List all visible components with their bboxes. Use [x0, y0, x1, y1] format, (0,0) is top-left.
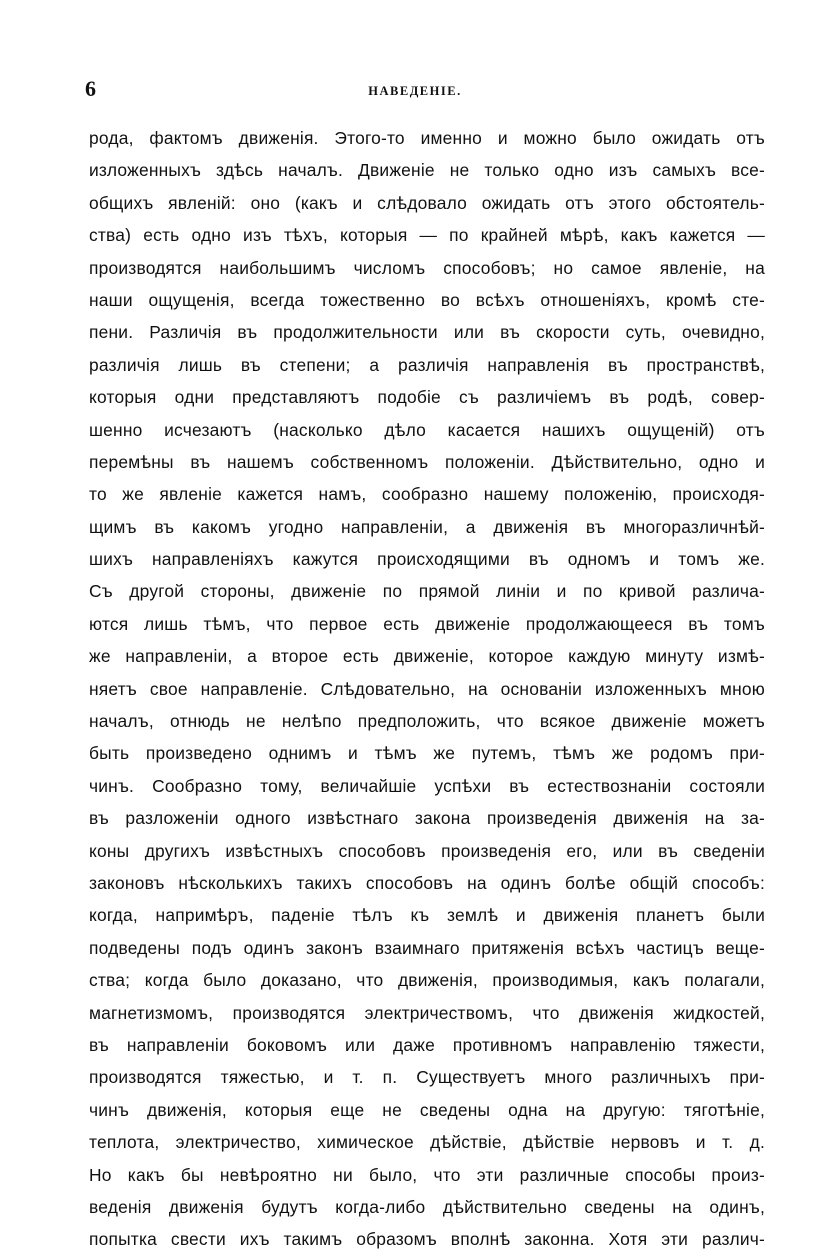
text-line: различія лишь въ степени; а различія направленія въ пространствѣ, — [89, 354, 765, 375]
text-line: няетъ свое направленіе. Слѣдовательно, на основаніи изложенныхъ мною — [89, 678, 765, 699]
text-line: производятся тяжестью, и т. п. Существуетъ много различныхъ при- — [89, 1067, 765, 1088]
text-line: чинъ движенія, которыя еще не сведены одна на другую: тяготѣніе, — [89, 1099, 765, 1120]
text-line: ются лишь тѣмъ, что первое есть движеніе продолжающееся въ томъ — [89, 613, 765, 634]
text-line: коны другихъ извѣстныхъ способовъ произведенія его, или въ сведеніи — [89, 840, 765, 861]
text-line: же направленіи, а второе есть движеніе, которое каждую минуту измѣ- — [89, 646, 765, 667]
text-line: рода, фактомъ движенія. Этого-то именно и можно было ожидать отъ — [89, 128, 765, 148]
body-text — [89, 122, 765, 1256]
text-line: магнетизмомъ, производятся электричествомъ, что движенія жидкостей, — [89, 1002, 765, 1023]
text-line: которыя одни представляютъ подобіе съ различіемъ въ родѣ, совер- — [89, 387, 765, 408]
text-line: то же явленіе кажется намъ, сообразно нашему положенію, происходя- — [89, 484, 765, 505]
text-line: когда, напримѣръ, паденіе тѣлъ къ землѣ и движенія планетъ были — [89, 905, 765, 926]
text-line: въ направленіи боковомъ или даже противномъ направленію тяжести, — [89, 1034, 765, 1055]
text-line: шенно исчезаютъ (насколько дѣло касается нашихъ ощущеній) отъ — [89, 419, 765, 440]
text-line: общихъ явленій: оно (какъ и слѣдовало ожидать отъ этого обстоятель- — [89, 192, 765, 213]
text-line: началъ, отнюдь не нелѣпо предположить, что всякое движеніе можетъ — [89, 711, 765, 732]
text-line: подведены подъ одинъ законъ взаимнаго притяженія всѣхъ частицъ веще- — [89, 937, 765, 958]
text-line: попытка свести ихъ такимъ образомъ вполнѣ законна. Хотя эти различ- — [89, 1229, 765, 1250]
text-line: Съ другой стороны, движеніе по прямой линіи и по кривой различа- — [89, 581, 765, 602]
text-line: законовъ нѣсколькихъ такихъ способовъ на одинъ болѣе общій способъ: — [89, 872, 765, 893]
text-line: щимъ въ какомъ угодно направленіи, а движенія въ многоразличнѣй- — [89, 516, 765, 537]
text-line: пени. Различія въ продолжительности или въ скорости суть, очевидно, — [89, 322, 765, 343]
page-number: 6 — [85, 76, 96, 101]
text-line: чинъ. Сообразно тому, величайшіе успѣхи въ естествознаніи состояли — [89, 775, 765, 796]
text-line: шихъ направленіяхъ кажутся происходящими въ одномъ и томъ же. — [89, 549, 765, 570]
text-line: перемѣны въ нашемъ собственномъ положеніи. Дѣйствительно, одно и — [89, 451, 765, 472]
text-line: Но какъ бы невѣроятно ни было, что эти различные способы произ- — [89, 1164, 765, 1185]
text-line: теплота, электричество, химическое дѣйствіе, дѣйствіе нервовъ и т. д. — [89, 1132, 765, 1153]
running-title: НАВЕДЕНІЕ. — [368, 84, 462, 98]
text-line: производятся наибольшимъ числомъ способовъ; но самое явленіе, на — [89, 257, 765, 278]
text-line: быть произведено однимъ и тѣмъ же путемъ, тѣмъ же родомъ при- — [89, 743, 765, 764]
text-line: ства) есть одно изъ тѣхъ, которыя — по крайней мѣрѣ, какъ кажется — — [89, 225, 765, 246]
text-line: веденія движенія будутъ когда-либо дѣйствительно сведены на одинъ, — [89, 1196, 765, 1217]
text-line: изложенныхъ здѣсь началъ. Движеніе не только одно изъ самыхъ все- — [89, 160, 765, 181]
text-line: въ разложеніи одного извѣстнаго закона произведенія движенія на за- — [89, 808, 765, 829]
text-line: ства; когда было доказано, что движенія, производимыя, какъ полагали, — [89, 970, 765, 991]
text-line: наши ощущенія, всегда тожественно во всѣхъ отношеніяхъ, кромѣ сте- — [89, 289, 765, 310]
